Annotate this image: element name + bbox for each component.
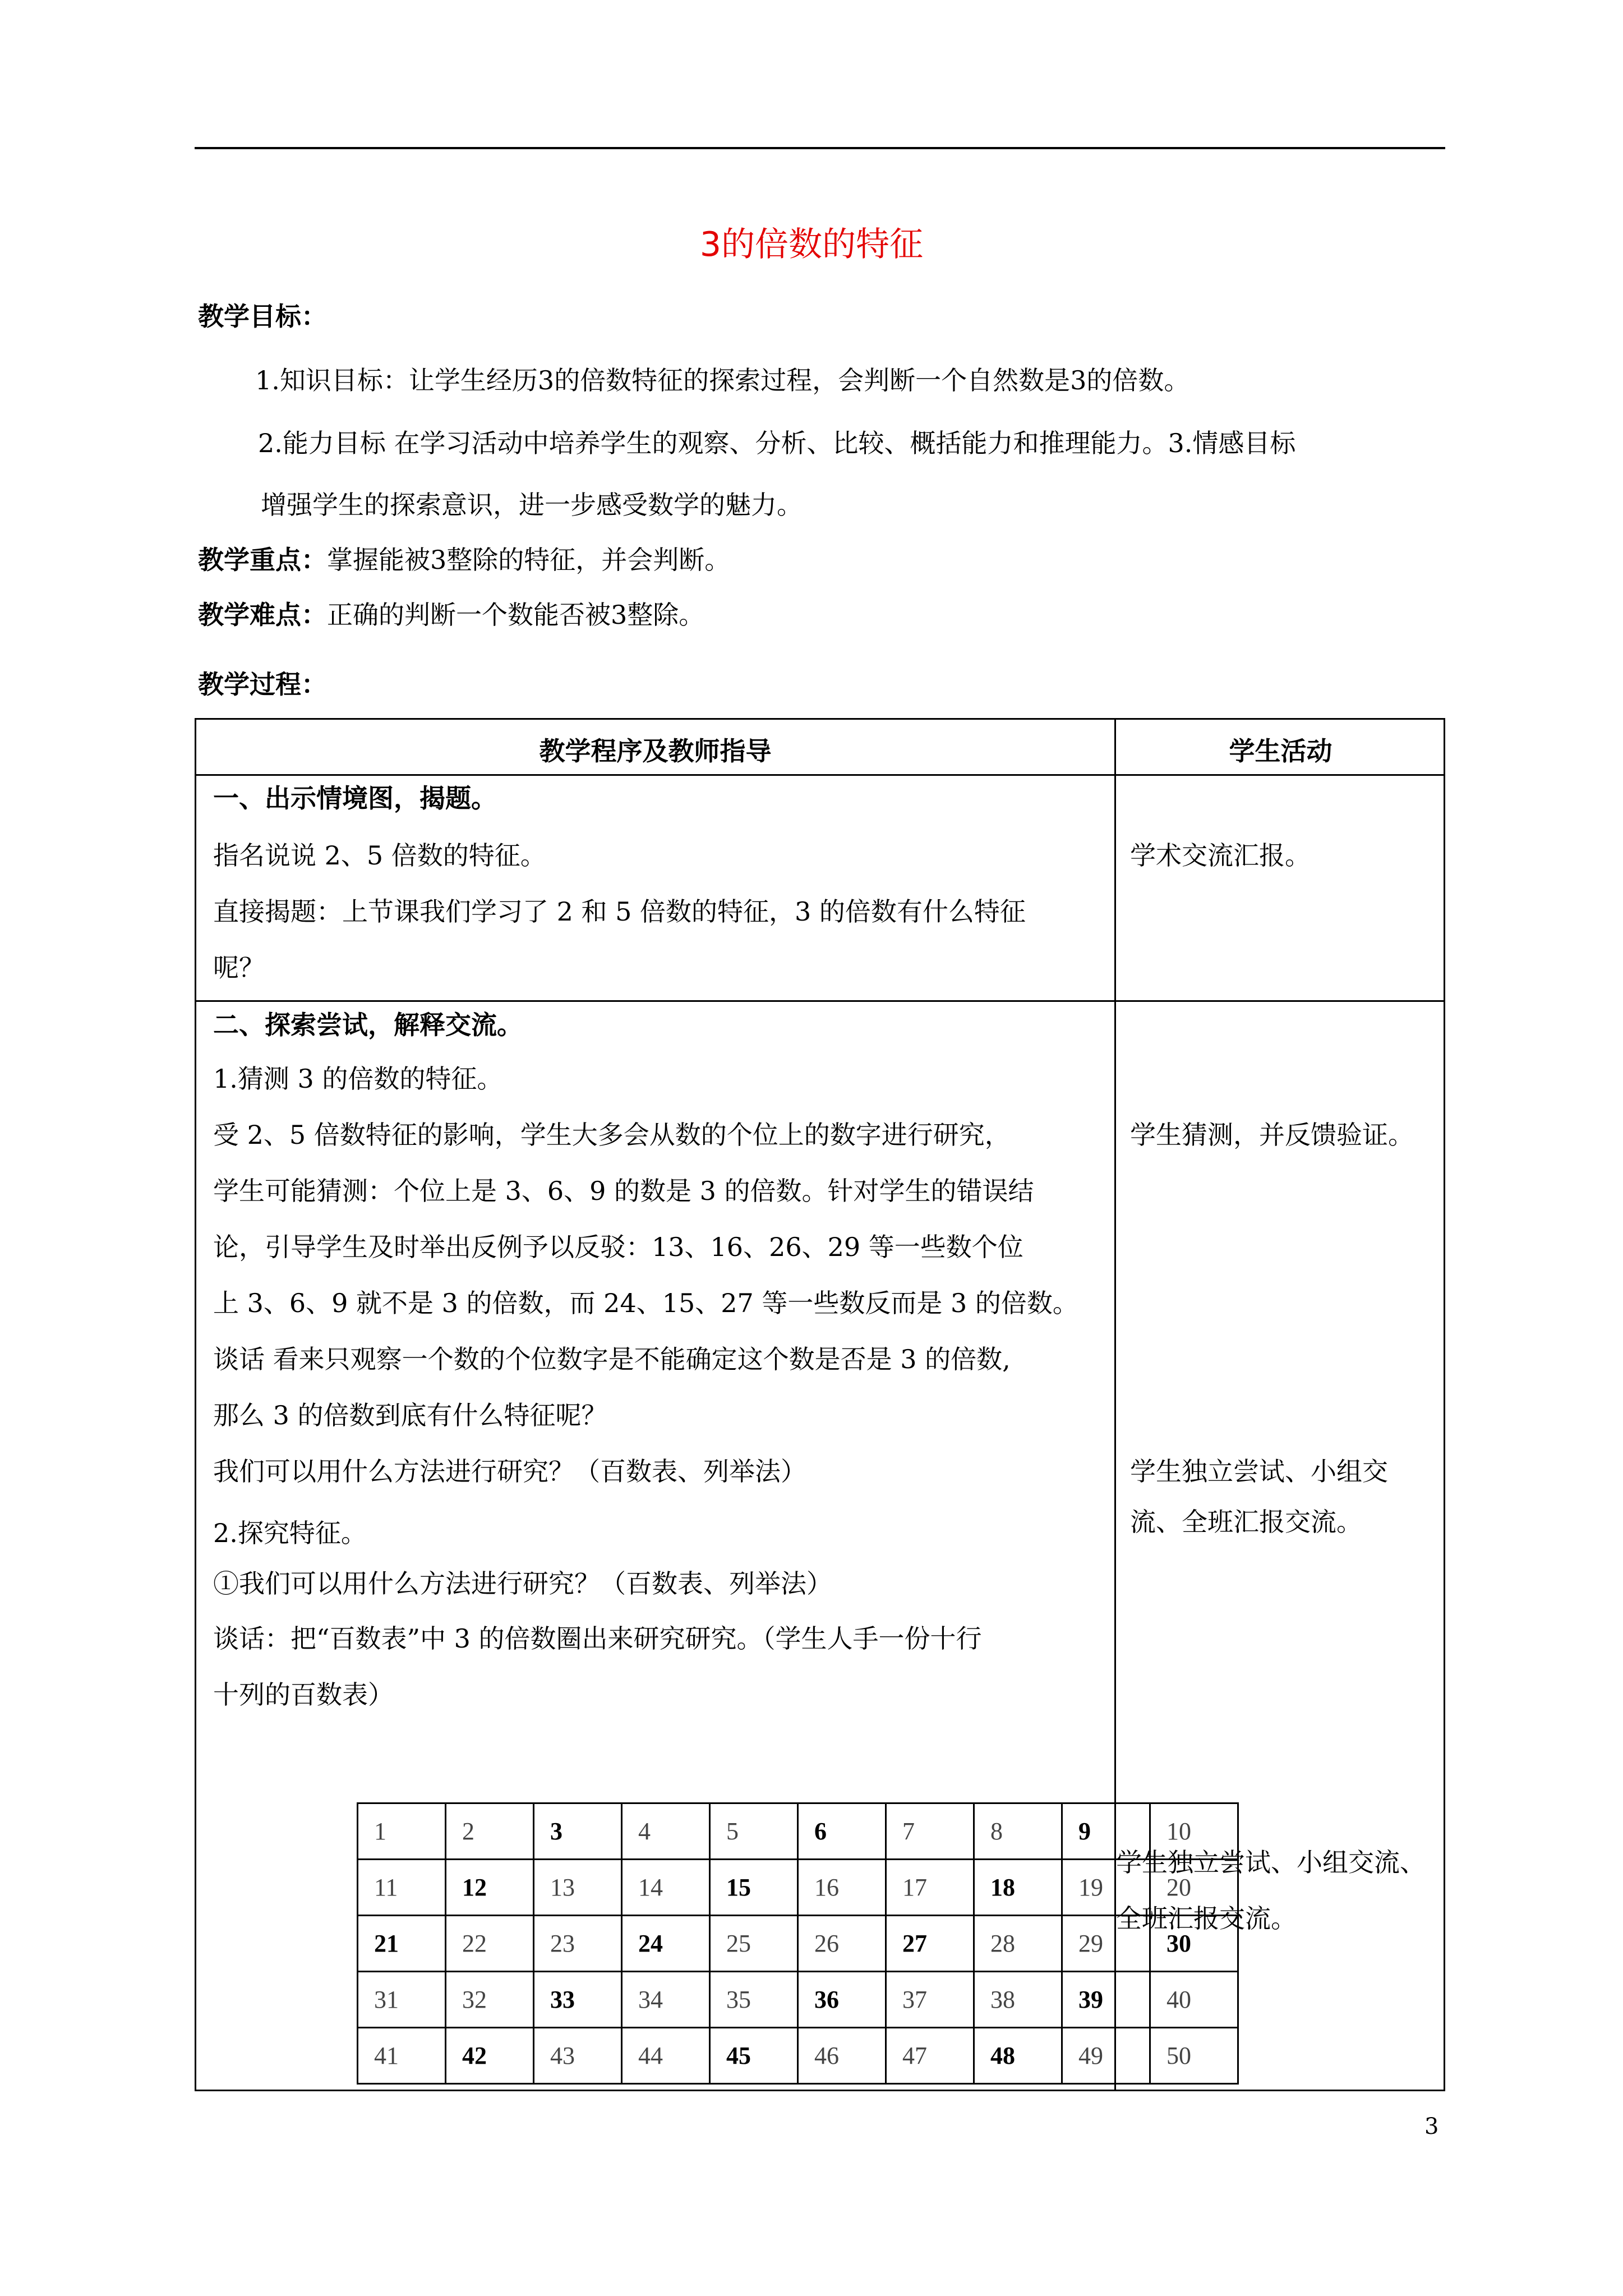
grid-cell: 35: [710, 1972, 798, 2028]
grid-cell: 50: [1150, 2028, 1238, 2084]
page-number: 3: [1424, 2114, 1439, 2139]
grid-cell: 26: [798, 1916, 886, 1972]
grid-cell: 40: [1150, 1972, 1238, 2028]
section1-line: 指名说说 2、5 倍数的特征。: [213, 840, 546, 871]
section2-line: 学生可能猜测：个位上是 3、6、9 的数是 3 的倍数。针对学生的错误结: [213, 1176, 1034, 1206]
grid-cell: 44: [622, 2028, 710, 2084]
objective-2: 2.能力目标 在学习活动中培养学生的观察、分析、比较、概括能力和推理能力。3.情感目标: [258, 428, 1296, 458]
section1-student: 学术交流汇报。: [1130, 840, 1311, 871]
grid-cell: 5: [710, 1803, 798, 1860]
grid-cell: 46: [798, 2028, 886, 2084]
section1-heading: 一、出示情境图，揭题。: [213, 783, 497, 813]
section2-line: 谈话 看来只观察一个数的个位数字是不能确定这个数是否是 3 的倍数,: [213, 1344, 1011, 1374]
section2-line: 论，引导学生及时举出反例予以反驳：13、16、26、29 等一些数个位: [213, 1232, 1023, 1262]
section2-line: 十列的百数表）: [213, 1680, 394, 1710]
grid-cell: 43: [534, 2028, 622, 2084]
process-heading: 教学过程：: [198, 669, 327, 700]
grid-cell: 17: [886, 1860, 974, 1916]
grid-row: [358, 1803, 1238, 1860]
grid-cell: 16: [798, 1860, 886, 1916]
difficulty-text: 正确的判断一个数能否被3整除。: [327, 600, 705, 630]
grid-cell: 23: [534, 1916, 622, 1972]
grid-cell: 9: [1062, 1803, 1150, 1860]
section2-student-report: 学生独立尝试、小组交流、: [1116, 1847, 1426, 1878]
grid-cell: 21: [358, 1916, 446, 1972]
section1-line: 呢？: [213, 953, 265, 983]
grid-row: [358, 1916, 1238, 1972]
objective-1: 1.知识目标：让学生经历3的倍数特征的探索过程，会判断一个自然数是3的倍数。: [255, 365, 1190, 395]
grid-cell: 42: [446, 2028, 534, 2084]
grid-cell: 18: [974, 1860, 1062, 1916]
process-table: [195, 718, 1445, 2091]
section2-line: 2.探究特征。: [213, 1518, 367, 1548]
key-point-label: 教学重点：: [198, 545, 327, 575]
section2-line: ①我们可以用什么方法进行研究？（百数表、列举法）: [213, 1568, 832, 1599]
grid-cell: 2: [446, 1803, 534, 1860]
section2-line: 那么 3 的倍数到底有什么特征呢？: [213, 1400, 607, 1430]
grid-cell: 13: [534, 1860, 622, 1916]
col-header-teacher: 教学程序及教师指导: [539, 736, 772, 766]
grid-cell: 12: [446, 1860, 534, 1916]
difficulty-label: 教学难点：: [198, 600, 327, 630]
section2-heading: 二、探索尝试，解释交流。: [213, 1010, 523, 1040]
grid-cell: 4: [622, 1803, 710, 1860]
grid-cell: 36: [798, 1972, 886, 2028]
section1-line: 直接揭题：上节课我们学习了 2 和 5 倍数的特征，3 的倍数有什么特征: [213, 896, 1026, 927]
grid-cell: 48: [974, 2028, 1062, 2084]
grid-cell: 6: [798, 1803, 886, 1860]
grid-cell: 41: [358, 2028, 446, 2084]
section2-line: 谈话：把“百数表”中 3 的倍数圈出来研究研究。（学生人手一份十行: [213, 1623, 982, 1654]
col-header-student: 学生活动: [1229, 736, 1332, 766]
grid-cell: 25: [710, 1916, 798, 1972]
grid-cell: 29: [1062, 1916, 1150, 1972]
grid-cell: 7: [886, 1803, 974, 1860]
page-title: 3的倍数的特征: [699, 225, 924, 264]
objectives-heading: 教学目标：: [198, 301, 327, 332]
grid-cell: 34: [622, 1972, 710, 2028]
grid-cell: 49: [1062, 2028, 1150, 2084]
section2-line: 1.猜测 3 的倍数的特征。: [213, 1064, 503, 1094]
section-divider: [196, 1000, 1444, 1002]
grid-cell: 20: [1150, 1860, 1238, 1916]
grid-cell: 38: [974, 1972, 1062, 2028]
grid-row: [358, 2028, 1238, 2084]
grid-cell: 10: [1150, 1803, 1238, 1860]
grid-cell: 15: [710, 1860, 798, 1916]
section2-student-try: 学生独立尝试、小组交: [1130, 1456, 1388, 1487]
grid-cell: 47: [886, 2028, 974, 2084]
grid-cell: 24: [622, 1916, 710, 1972]
grid-cell: 33: [534, 1972, 622, 2028]
section2-student-report: 全班汇报交流。: [1116, 1903, 1297, 1934]
key-point-text: 掌握能被3整除的特征，并会判断。: [327, 545, 731, 575]
objective-3: 增强学生的探索意识，进一步感受数学的魅力。: [261, 490, 803, 520]
difficulty: [198, 598, 704, 632]
section2-line: 受 2、5 倍数特征的影响，学生大多会从数的个位上的数字进行研究，: [213, 1120, 1011, 1150]
grid-cell: 31: [358, 1972, 446, 2028]
grid-cell: 8: [974, 1803, 1062, 1860]
section2-student-guess: 学生猜测，并反馈验证。: [1130, 1120, 1414, 1150]
grid-cell: 28: [974, 1916, 1062, 1972]
grid-row: [358, 1860, 1238, 1916]
grid-cell: 39: [1062, 1972, 1150, 2028]
grid-cell: 11: [358, 1860, 446, 1916]
grid-cell: 3: [534, 1803, 622, 1860]
key-point: [198, 543, 730, 577]
section2-line: 我们可以用什么方法进行研究？（百数表、列举法）: [213, 1456, 806, 1487]
grid-row: [358, 1972, 1238, 2028]
grid-cell: 32: [446, 1972, 534, 2028]
grid-cell: 22: [446, 1916, 534, 1972]
hundred-number-grid: [357, 1802, 1239, 2085]
grid-cell: 30: [1150, 1916, 1238, 1972]
grid-cell: 19: [1062, 1860, 1150, 1916]
header-rule: [195, 147, 1445, 149]
section2-line: 上 3、6、9 就不是 3 的倍数，而 24、15、27 等一些数反而是 3 的倍数。: [213, 1288, 1078, 1318]
grid-cell: 27: [886, 1916, 974, 1972]
grid-cell: 1: [358, 1803, 446, 1860]
grid-cell: 45: [710, 2028, 798, 2084]
section2-student-try: 流、全班汇报交流。: [1130, 1507, 1362, 1537]
grid-cell: 14: [622, 1860, 710, 1916]
grid-cell: 37: [886, 1972, 974, 2028]
